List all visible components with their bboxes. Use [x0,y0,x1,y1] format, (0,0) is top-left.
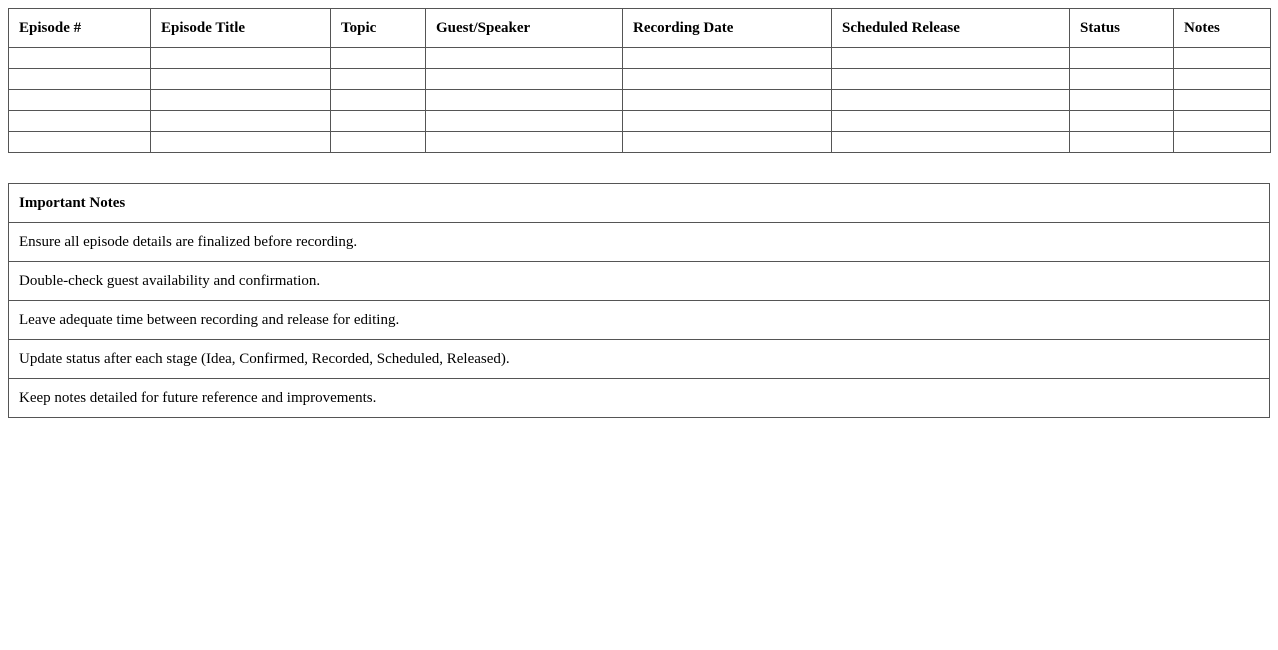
cell-topic[interactable] [331,69,426,90]
cell-status[interactable] [1070,90,1174,111]
cell-recording-date[interactable] [623,69,832,90]
cell-notes[interactable] [1174,111,1271,132]
cell-notes[interactable] [1174,90,1271,111]
cell-status[interactable] [1070,111,1174,132]
cell-episode-title[interactable] [151,111,331,132]
header-topic: Topic [331,9,426,48]
cell-topic[interactable] [331,132,426,153]
table-row [9,90,1271,111]
list-item [9,340,1270,379]
cell-scheduled-release[interactable] [832,90,1070,111]
cell-guest-speaker[interactable] [426,111,623,132]
cell-status[interactable] [1070,48,1174,69]
cell-topic[interactable] [331,90,426,111]
table-header-row [9,9,1271,48]
note-text: Double-check guest availability and confirmation. [9,262,1270,301]
header-episode-title: Episode Title [151,9,331,48]
cell-recording-date[interactable] [623,48,832,69]
notes-header-row [9,184,1270,223]
header-status: Status [1070,9,1174,48]
cell-episode-number[interactable] [9,48,151,69]
important-notes-table [8,183,1270,418]
cell-recording-date[interactable] [623,111,832,132]
cell-guest-speaker[interactable] [426,132,623,153]
cell-notes[interactable] [1174,132,1271,153]
cell-scheduled-release[interactable] [832,111,1070,132]
cell-episode-number[interactable] [9,132,151,153]
note-text: Update status after each stage (Idea, Confirmed, Recorded, Scheduled, Released). [9,340,1270,379]
header-guest-speaker: Guest/Speaker [426,9,623,48]
list-item [9,301,1270,340]
cell-episode-number[interactable] [9,111,151,132]
cell-episode-number[interactable] [9,69,151,90]
table-row [9,48,1271,69]
note-text: Ensure all episode details are finalized before recording. [9,223,1270,262]
cell-scheduled-release[interactable] [832,69,1070,90]
table-row [9,111,1271,132]
cell-scheduled-release[interactable] [832,132,1070,153]
cell-recording-date[interactable] [623,132,832,153]
cell-topic[interactable] [331,111,426,132]
cell-episode-number[interactable] [9,90,151,111]
cell-status[interactable] [1070,132,1174,153]
cell-episode-title[interactable] [151,69,331,90]
list-item [9,379,1270,418]
cell-recording-date[interactable] [623,90,832,111]
header-notes: Notes [1174,9,1271,48]
table-row [9,132,1271,153]
list-item [9,223,1270,262]
cell-guest-speaker[interactable] [426,69,623,90]
cell-episode-title[interactable] [151,132,331,153]
cell-notes[interactable] [1174,48,1271,69]
notes-title: Important Notes [9,184,1270,223]
cell-status[interactable] [1070,69,1174,90]
cell-guest-speaker[interactable] [426,48,623,69]
cell-episode-title[interactable] [151,90,331,111]
header-episode-number: Episode # [9,9,151,48]
table-row [9,69,1271,90]
note-text: Leave adequate time between recording and release for editing. [9,301,1270,340]
note-text: Keep notes detailed for future reference and improvements. [9,379,1270,418]
header-recording-date: Recording Date [623,9,832,48]
cell-episode-title[interactable] [151,48,331,69]
header-scheduled-release: Scheduled Release [832,9,1070,48]
episode-schedule-table [8,8,1271,153]
cell-scheduled-release[interactable] [832,48,1070,69]
cell-topic[interactable] [331,48,426,69]
cell-notes[interactable] [1174,69,1271,90]
cell-guest-speaker[interactable] [426,90,623,111]
list-item [9,262,1270,301]
